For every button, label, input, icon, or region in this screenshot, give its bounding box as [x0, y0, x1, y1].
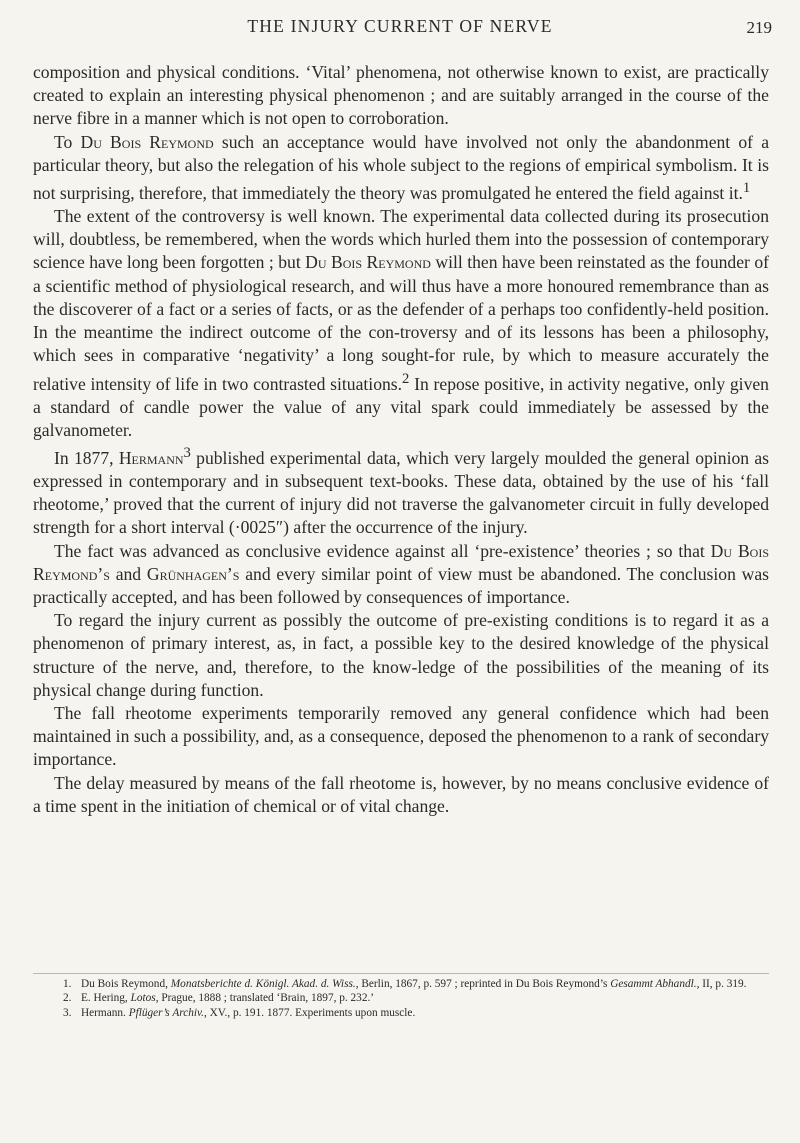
paragraph — [33, 442, 769, 540]
text-run: Du Bois Reymond — [305, 252, 431, 273]
text-run: The fall rheotome experiments temporarily removed any general confidence which had been maintained in such a possibility, and, as a consequence, deposed the phenomenon to a rank of secondary importance. — [33, 703, 769, 770]
running-head — [0, 16, 800, 37]
text-run: In 1877, — [54, 447, 119, 468]
text-run: and every similar point of view must be abandoned. The conclusion was practically accepted, and has been followed by consequences of importance. — [33, 563, 769, 608]
text-run: In repose positive, in activity negative, only given a standard of candle power the value of any vital spark could immediately be assessed by the galvanometer. — [33, 373, 769, 440]
footnote-text: Monatsberichte d. Königl. Akad. d. Wiss. — [170, 978, 356, 990]
footnote-number: 3. — [63, 1006, 72, 1019]
footnote — [33, 977, 769, 991]
text-run: The delay measured by means of the fall rheotome is, however, by no means conclusive evidence of a time spent in the initiation of chemical or of vital change. — [33, 772, 769, 816]
text-run: Grünhagen’s — [146, 563, 240, 584]
paragraph — [33, 540, 769, 610]
paragraph — [33, 205, 769, 442]
text-run: and — [109, 563, 147, 584]
body-text — [33, 61, 769, 818]
text-run: Du Bois Reymond — [80, 131, 214, 152]
text-run: such an acceptance would have involved not only the abandonment of a particular theory, but also the relegation of his whole subject to the regions of empirical symbolism. It is not surprising, therefore, that immediately the theory was promulgated he entered the field against it. — [33, 131, 769, 203]
paragraph — [33, 772, 769, 818]
text-run: To — [54, 131, 81, 152]
footnote-rule — [33, 973, 769, 974]
footnote-text: E. Hering, — [81, 992, 131, 1005]
footnote — [33, 1006, 769, 1020]
text-run: published experimental data, which very largely moulded the general opinion as expressed in contemporary and in subsequent text-books. These data, obtained by the use of his ‘fall rheotome,’ proved that the current of injury did not traverse the galvanometer circuit in fully developed strength for a short interval (·0025″) after the occurrence of the injury. — [33, 447, 770, 538]
footnote-text: Gesammt Abhandl. — [610, 978, 697, 990]
text-run: Hermann — [118, 447, 184, 468]
footnote-number: 1. — [63, 978, 72, 990]
footnotes — [33, 977, 769, 1020]
footnote-number: 2. — [63, 992, 72, 1005]
footnote-text: , II, p. 319. — [696, 978, 747, 990]
footnote-text: Lotos — [130, 992, 156, 1005]
footnote-text: , Prague, 1888 ; translated ‘Brain, 1897, p. 232.’ — [155, 992, 375, 1005]
text-run: To regard the injury current as possibly the outcome of pre-existing conditions is to regard it as a phenomenon of primary interest, as, in fact, a possible key to the desired knowledge of the physical structure of the nerve, and, therefore, to the know-ledge of the possibilities of the meaning of its physical change during function. — [33, 610, 769, 700]
paragraph — [33, 61, 769, 131]
footnote-ref: 2 — [402, 370, 410, 387]
footnote-text: Du Bois Reymond, — [81, 978, 171, 990]
paragraph — [33, 131, 769, 205]
footnote-text: , Berlin, 1867, p. 597 ; reprinted in Du Bois Reymond’s — [355, 978, 611, 990]
text-run: will then have been reinstated as the founder of a scientific method of physiological research, and will thus have a more honoured remembrance than as the discoverer of a fact or a series of facts, or as the defender of a perhaps too confidently-held position. In the meantime the indirect outcome of the con-troversy and of its lessons has been a philosophy, which sees in comparative ‘negativity’ a long sought-for rule, by which to measure accurately the relative intensity of life in two contrasted situations. — [33, 252, 769, 394]
footnote — [33, 991, 769, 1005]
running-head-title: THE INJURY CURRENT OF NERVE — [247, 16, 553, 36]
text-run: The extent of the controversy is well known. The experimental data collected during its prosecution will, doubtless, be remembered, when the words which hurled them into the possession of contemporary science have long been forgotten ; but — [33, 206, 769, 273]
text-run: composition and physical conditions. ‘Vital’ phenomena, not otherwise known to exist, are practically created to explain an interesting physical phenomenon ; and are suitably arranged in the course of the nerve fibre in a manner which is not open to corroboration. — [33, 62, 769, 129]
paragraph — [33, 702, 769, 772]
text-run: Du Bois Reymond’s — [33, 540, 770, 584]
footnote-ref: 3 — [183, 444, 191, 461]
text-run: The fact was advanced as conclusive evidence against all ‘pre-existence’ theories ; so that — [54, 540, 711, 561]
page-number: 219 — [746, 18, 772, 37]
footnote-text: , XV., p. 191. 1877. Experiments upon muscle. — [204, 1006, 416, 1019]
paragraph — [33, 609, 769, 702]
footnote-ref: 1 — [742, 180, 751, 197]
footnote-text: Pflüger’s Archiv. — [128, 1006, 204, 1019]
footnote-text: Hermann. — [81, 1006, 129, 1019]
